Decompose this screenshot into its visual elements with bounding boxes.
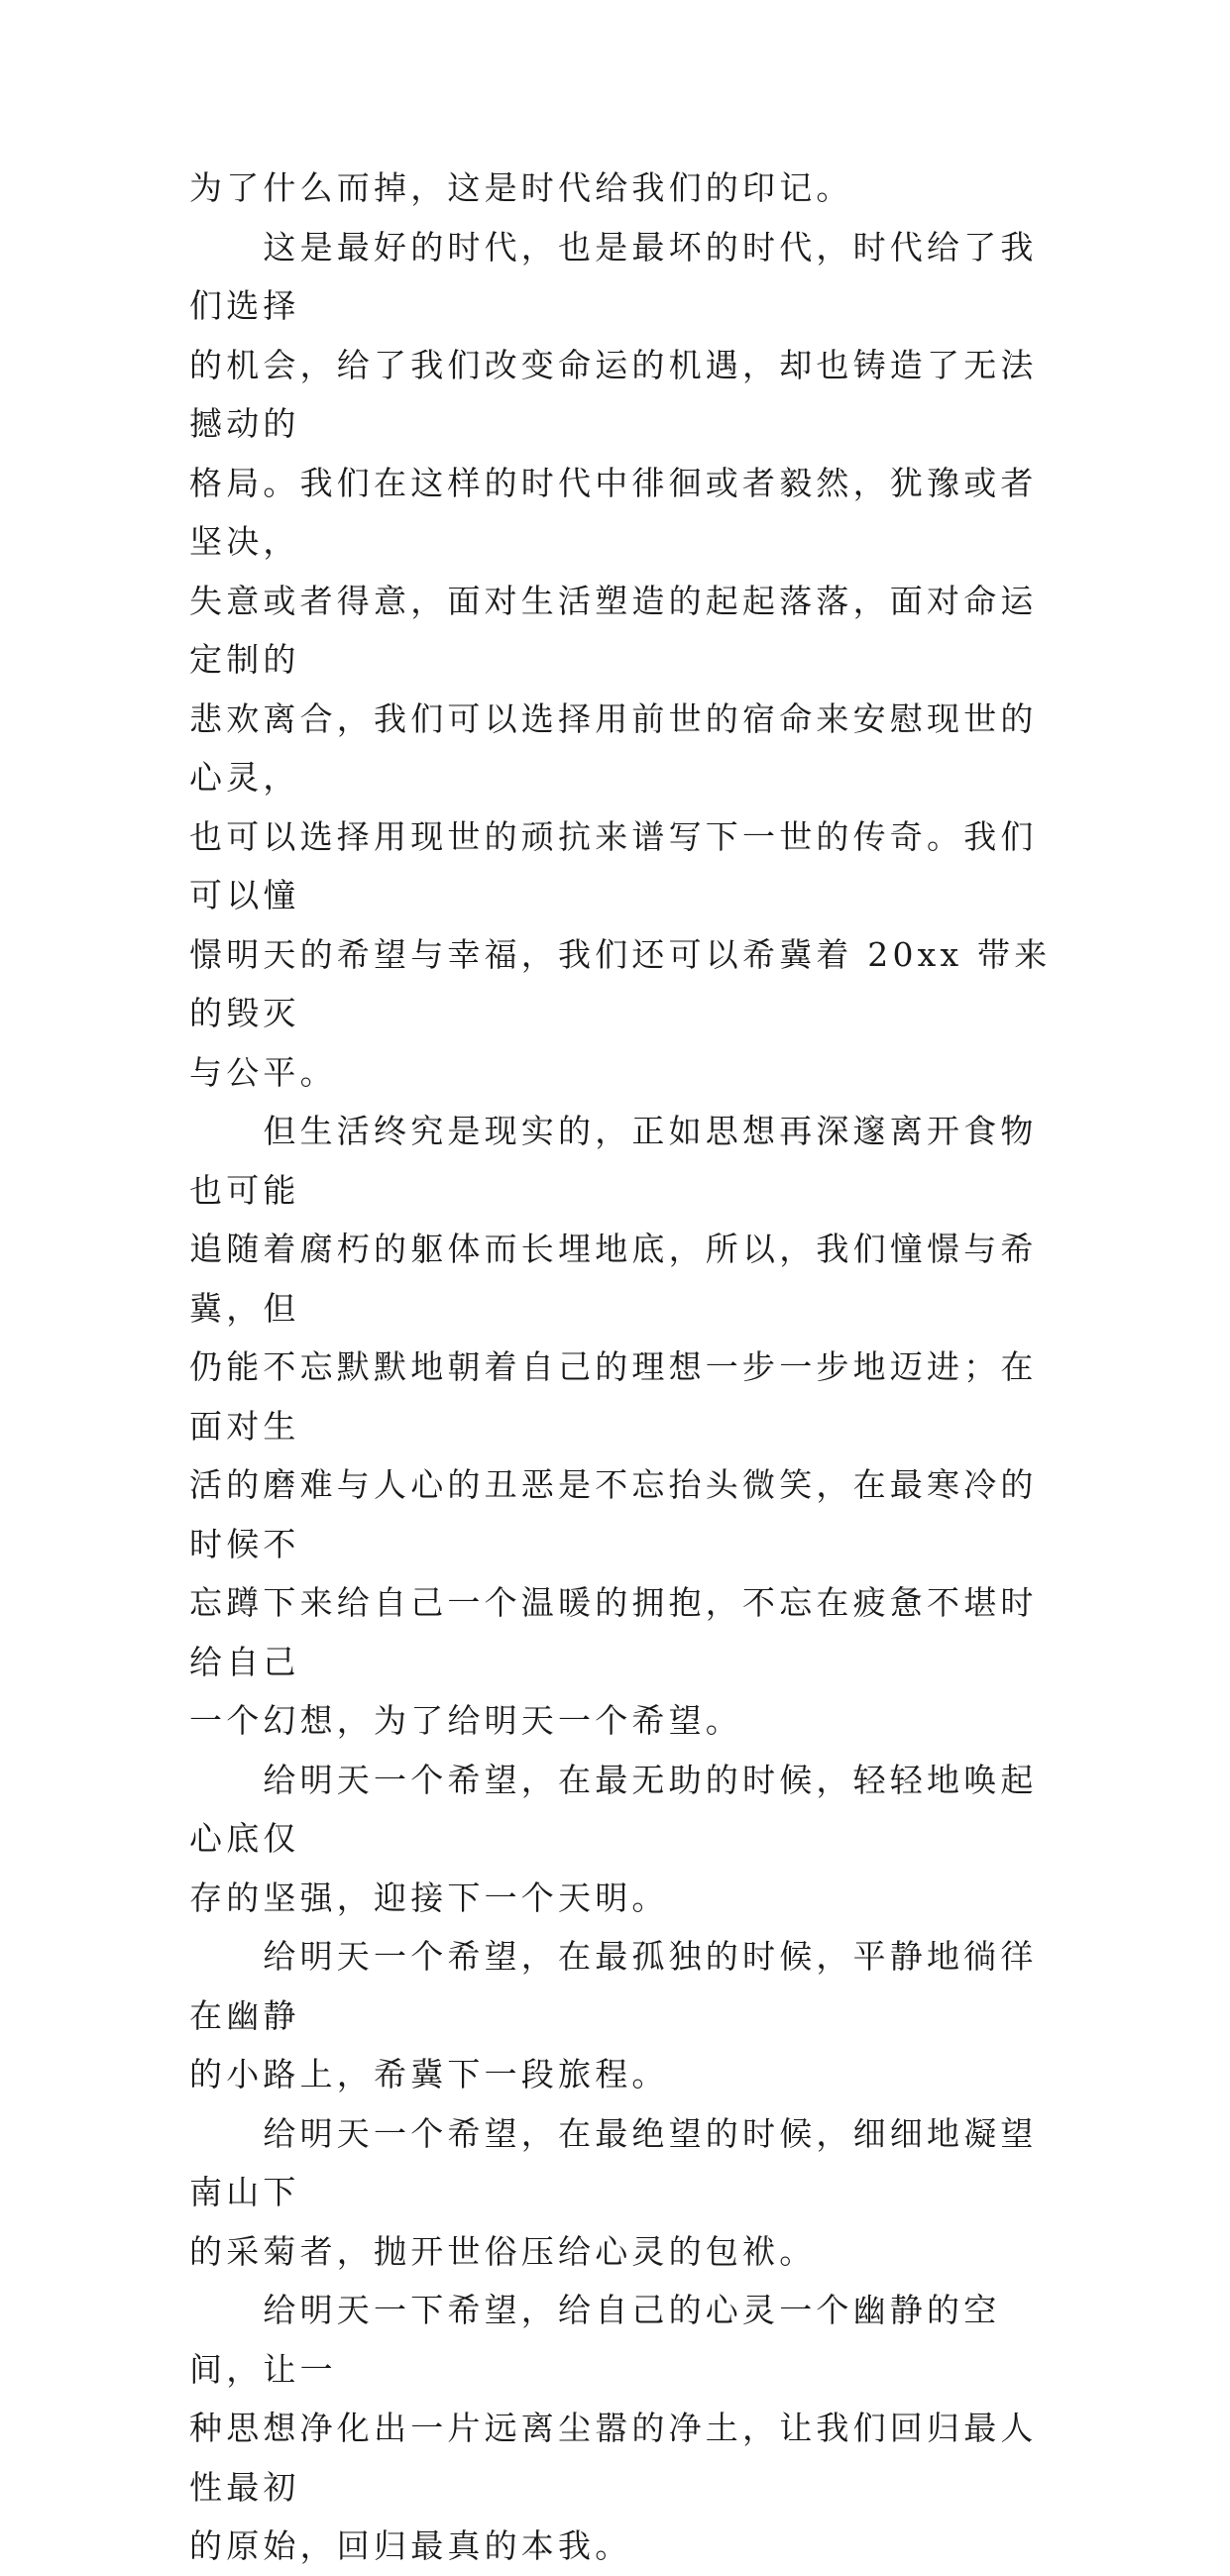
paragraph-2: 这是最好的时代，也是最坏的时代，时代给了我们选择 的机会，给了我们改变命运的机遇，却也铸造了无法撼动的 格局。我们在这样的时代中徘徊或者毅然，犹豫或者坚决， 失意或者得意，面对生活塑造的起起落落，面对命运定制的 悲欢离合，我们可以选择用前世的宿命来安慰现世的心灵， 也可以选择用现世的顽抗来谱写下一世的传奇。我们可以憧 憬明天的希望与幸福，我们还可以希冀着 20xx 带来的毁灭 与公平。	[189, 227, 1052, 1092]
paragraph-3: 但生活终究是现实的，正如思想再深邃离开食物也可能 追随着腐朽的躯体而长埋地底，所以，我们憧憬与希冀，但 仍能不忘默默地朝着自己的理想一步一步地迈进；在面对生 活的磨难与人心的丑恶是不忘抬头微笑，在最寒冷的时候不 忘蹲下来给自己一个温暖的拥抱，不忘在疲惫不堪时给自己 一个幻想，为了给明天一个希望。	[189, 1112, 1038, 1740]
paragraph-1: 为了什么而掉，这是时代给我们的印记。	[189, 168, 853, 207]
document-body	[189, 159, 1052, 2576]
paragraph-5: 给明天一个希望，在最孤独的时候，平静地徜徉在幽静 的小路上，希冀下一段旅程。	[189, 1937, 1038, 2093]
paragraph-4: 给明天一个希望，在最无助的时候，轻轻地唤起心底仅 存的坚强，迎接下一个天明。	[189, 1760, 1038, 1917]
paragraph-7: 给明天一下希望，给自己的心灵一个幽静的空间，让一 种思想净化出一片远离尘嚣的净土，让我们回归最人性最初 的原始，回归最真的本我。	[189, 2291, 1038, 2565]
paragraph-6: 给明天一个希望，在最绝望的时候，细细地凝望南山下 的采菊者，抛开世俗压给心灵的包袱。	[189, 2113, 1038, 2271]
